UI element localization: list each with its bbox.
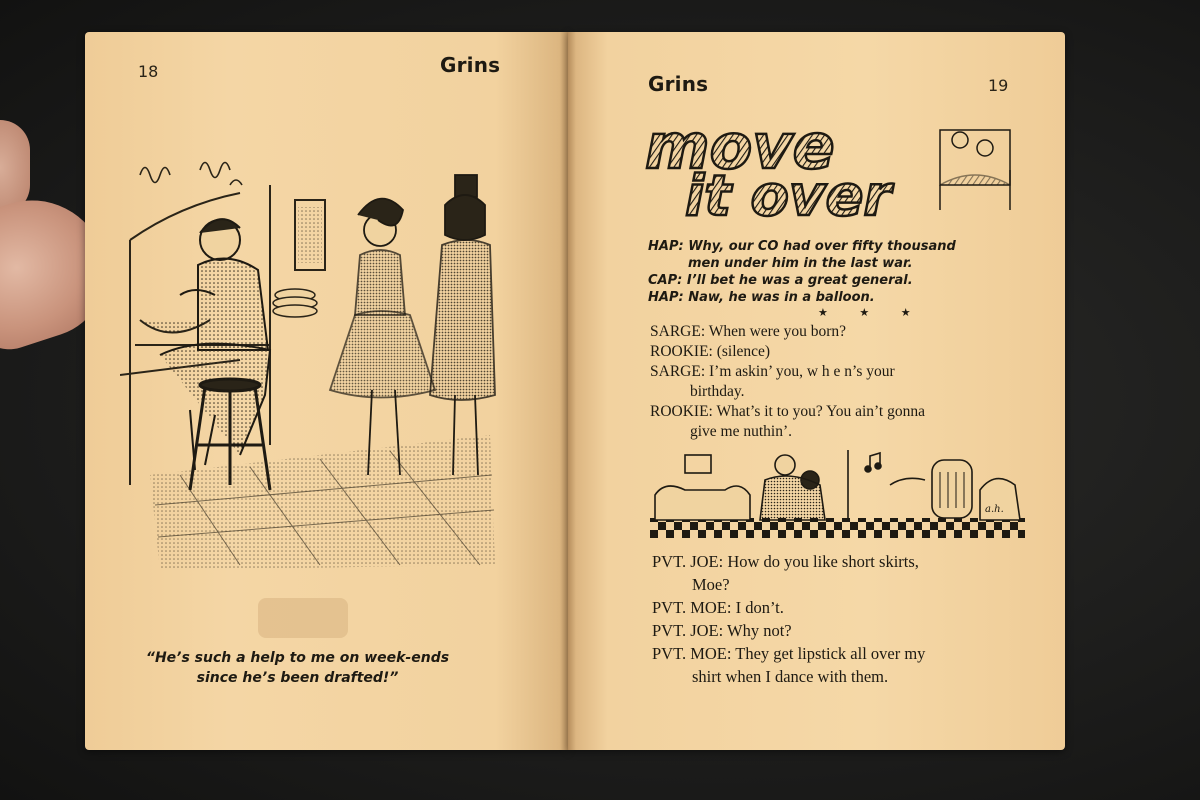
illustration-signature: a.h. bbox=[985, 504, 1004, 515]
right-running-head: Grins bbox=[648, 72, 709, 96]
book-gutter bbox=[560, 32, 576, 750]
joke-pvt-joe-moe bbox=[652, 550, 925, 688]
title-art-move-it-over bbox=[640, 110, 1030, 230]
joke3-line-2: Moe? bbox=[692, 575, 730, 594]
joke2-line-5: ROOKIE: What’s it to you? You ain’t gonna bbox=[650, 403, 925, 420]
cartoon-illustration bbox=[120, 145, 500, 575]
title-line-1: move bbox=[645, 110, 835, 183]
joke2-line-3: SARGE: I’m askin’ you, w h e n’s your bbox=[650, 363, 895, 380]
joke3-line-3: PVT. MOE: I don’t. bbox=[652, 598, 784, 617]
joke1-line-4: HAP: Naw, he was in a balloon. bbox=[648, 290, 875, 305]
joke-sarge-rookie bbox=[650, 322, 925, 442]
left-page-number: 18 bbox=[138, 62, 159, 81]
joke3-line-5: PVT. MOE: They get lipstick all over my bbox=[652, 644, 926, 663]
joke2-line-1: SARGE: When were you born? bbox=[650, 323, 847, 340]
paper-smudge bbox=[258, 598, 348, 638]
joke3-line-4: PVT. JOE: Why not? bbox=[652, 621, 792, 640]
left-running-head: Grins bbox=[440, 53, 501, 77]
right-page-number: 19 bbox=[988, 76, 1009, 95]
joke1-line-3: CAP: I’ll bet he was a great general. bbox=[648, 273, 913, 288]
title-line-2: it over bbox=[685, 164, 892, 229]
cartoon-caption bbox=[100, 648, 495, 688]
joke-hap-cap bbox=[648, 238, 956, 306]
joke1-line-2: men under him in the last war. bbox=[688, 256, 913, 271]
joke2-line-6: give me nuthin’. bbox=[690, 423, 793, 440]
joke3-line-1: PVT. JOE: How do you like short skirts, bbox=[652, 552, 919, 571]
joke2-line-4: birthday. bbox=[690, 383, 745, 400]
joke1-line-1: HAP: Why, our CO had over fifty thousand bbox=[648, 239, 956, 254]
joke2-line-2: ROOKIE: (silence) bbox=[650, 343, 771, 360]
joke3-line-6: shirt when I dance with them. bbox=[692, 667, 889, 686]
section-separator: ★ ★ ★ bbox=[818, 306, 925, 319]
caption-line-2: since he’s been drafted!” bbox=[196, 670, 399, 686]
caption-line-1: “He’s such a help to me on week-ends bbox=[145, 650, 450, 666]
living-room-illustration bbox=[650, 450, 1025, 542]
